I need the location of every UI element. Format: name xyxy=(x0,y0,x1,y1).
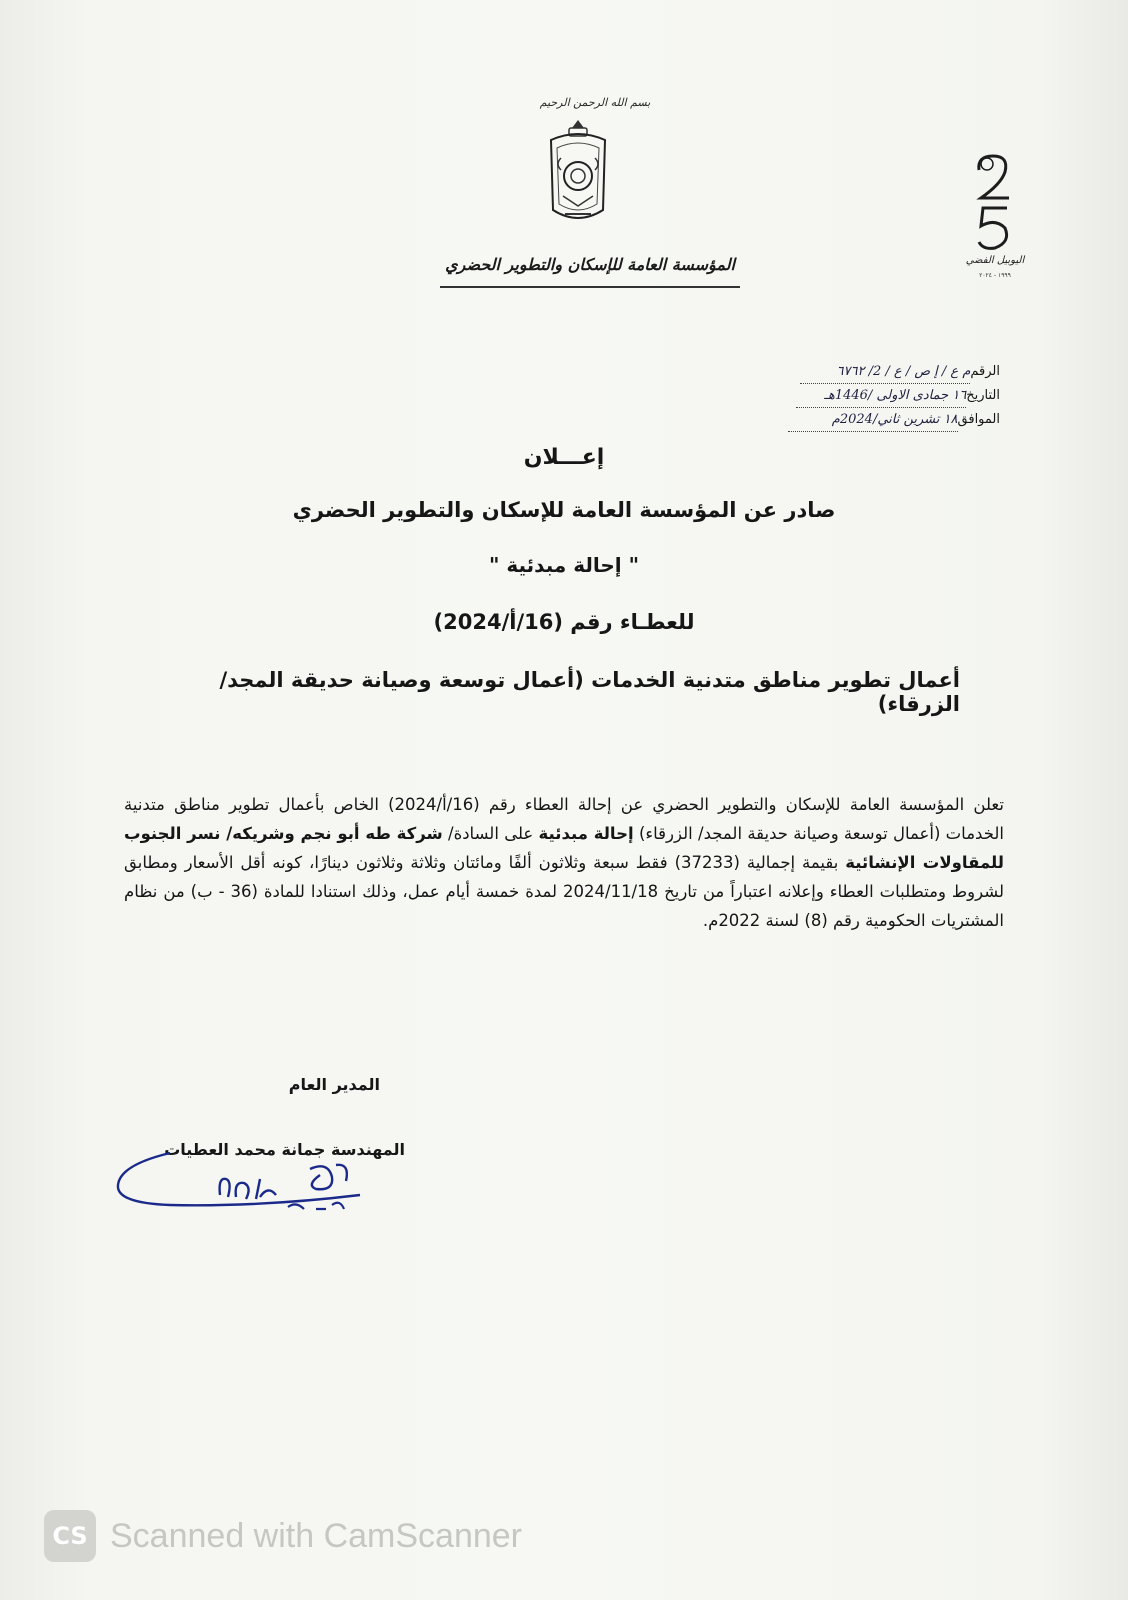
anniversary-label: اليوبيل الفضي xyxy=(965,255,1025,266)
anniversary-years: ١٩٩٩ - ٢٠٢٤ xyxy=(979,272,1011,279)
body-text-part2: على السادة/ xyxy=(442,824,539,843)
reference-corresponding-label: الموافق xyxy=(957,412,1000,427)
reference-corresponding-value: ١٨ تشرين ثاني/2024م xyxy=(788,408,958,432)
project-title: أعمال تطوير مناطق متدنية الخدمات (أعمال توسعة وصيانة حديقة المجد/ الزرقاء) xyxy=(219,668,960,716)
camscanner-logo-icon: CS xyxy=(44,1510,96,1562)
reference-block xyxy=(740,360,1000,432)
award-type-title: " إحالة مبدئية " xyxy=(488,553,640,577)
reference-number-value: م ع / إ ص / ع / 2/ ٦٧٦٢ xyxy=(800,360,970,384)
camscanner-watermark: Scanned with CamScanner xyxy=(110,1517,523,1555)
jordan-coat-of-arms-icon xyxy=(543,118,613,230)
reference-date-label: التاريخ xyxy=(966,388,1000,403)
body-text-part3: بقيمة إجمالية (37233) فقط سبعة وثلاثون ألفًا ومائتان وثلاثة وثلاثون دينارًا، كونه أقل الأسعار ومطابق لشروط ومتطلبات العطاء وإعلانه اعتباراً من تاريخ 2024/11/18 لمدة خمسة أيام عمل، وذلك استنادا للمادة (36 - ب) من نظام المشتريات الحكومية رقم (8) لسنة 2022م. xyxy=(124,853,1004,930)
body-text-part1: تعلن المؤسسة العامة للإسكان والتطوير الحضري عن إحالة العطاء رقم (16/أ/2024) الخاص بأعمال تطوير مناطق متدنية الخدمات (أعمال توسعة وصيانة حديقة المجد/ الزرقاء) xyxy=(124,795,1004,843)
body-bold-contractor: شركة طه أبو نجم وشريكه/ نسر الجنوب للمقاولات الإنشائية xyxy=(124,824,1004,872)
reference-date-value: ١٦ جمادى الاولى /1446هـ xyxy=(796,384,966,408)
organization-name: المؤسسة العامة للإسكان والتطوير الحضري xyxy=(440,250,740,288)
reference-number-label: الرقم xyxy=(970,364,1000,379)
director-title: المدير العام xyxy=(288,1075,380,1094)
announcement-title: إعـــلان xyxy=(523,445,605,470)
director-name: المهندسة جمانة محمد العطيات xyxy=(164,1140,405,1159)
reference-number-row xyxy=(740,360,1000,384)
announcement-body xyxy=(124,790,1004,935)
body-bold-award-type: إحالة مبدئية xyxy=(538,824,634,843)
reference-date-row xyxy=(740,384,1000,408)
handwritten-signature xyxy=(110,1125,370,1255)
body-paragraph xyxy=(124,790,1004,935)
basmala: بسم الله الرحمن الرحيم xyxy=(539,96,651,109)
tender-number-title: للعطـاء رقم (16/أ/2024) xyxy=(433,610,695,634)
issuer-title: صادر عن المؤسسة العامة للإسكان والتطوير الحضري xyxy=(292,498,836,522)
reference-corresponding-row xyxy=(740,408,1000,432)
